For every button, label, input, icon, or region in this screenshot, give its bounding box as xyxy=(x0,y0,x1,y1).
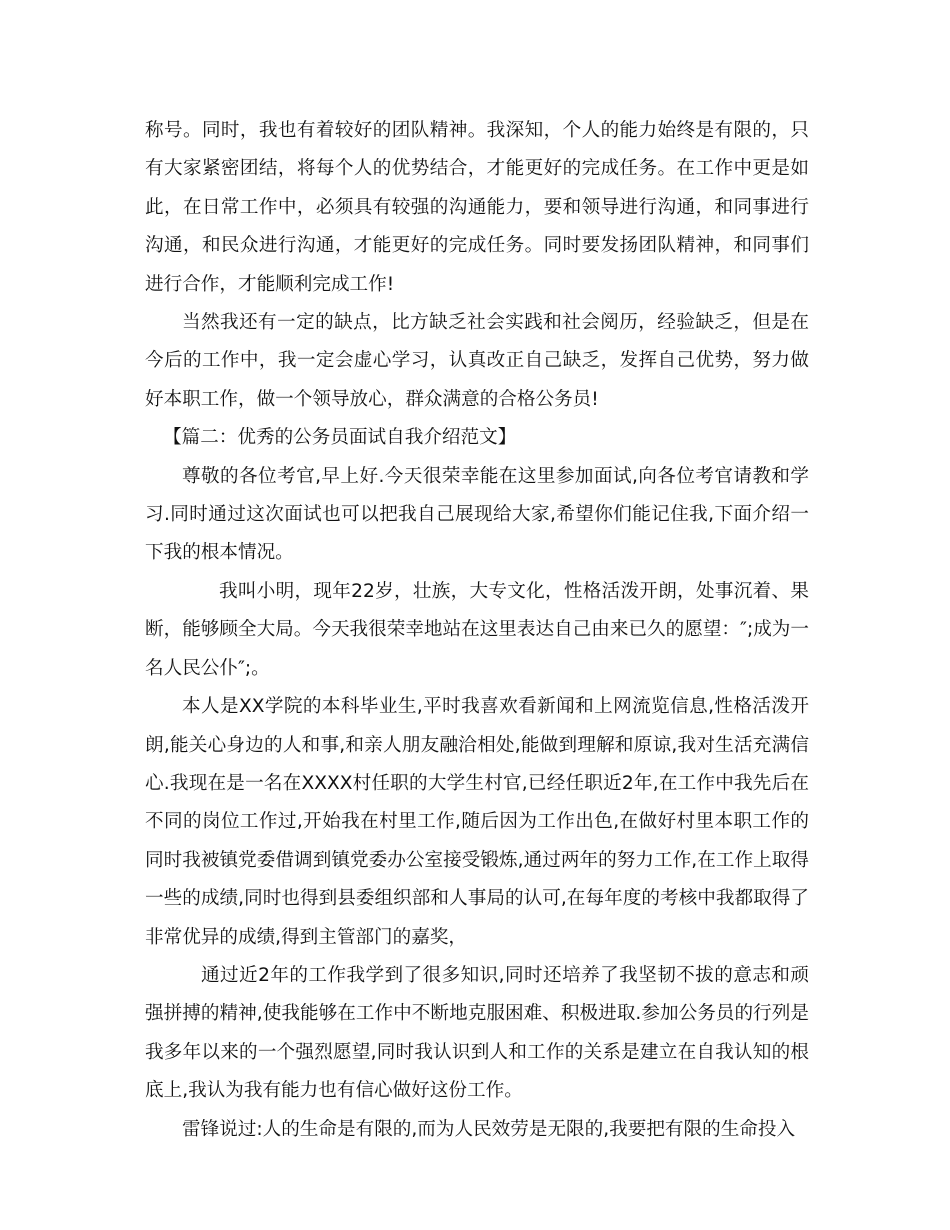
paragraph-quote: 雷锋说过:人的生命是有限的,而为人民效劳是无限的,我要把有限的生命投入 xyxy=(182,1118,796,1140)
paragraph-greeting: 尊敬的各位考官,早上好.今天很荣幸能在这里参加面试,向各位考官请教和学习.同时通过这次面试也可以把我自己展现给大家,希望你们能记住我,下面介绍一下我的根本情况。 xyxy=(145,465,809,564)
paragraph-self-intro: 我叫小明，现年22岁，壮族，大专文化，性格活泼开朗，处事沉着、果断，能够顾全大局。今天我很荣幸地站在这里表达自己由来已久的愿望：″;成为一名人民公仆″;。 xyxy=(145,580,809,679)
paragraph-shortcomings: 当然我还有一定的缺点，比方缺乏社会实践和社会阅历，经验缺乏，但是在今后的工作中，我一定会虚心学习，认真改正自己缺乏，发挥自己优势，努力做好本职工作，做一个领导放心，群众满意的合格公务员! xyxy=(145,312,809,410)
paragraph-experience: 通过近2年的工作我学到了很多知识,同时还培养了我坚韧不拔的意志和顽强拼搏的精神,使我能够在工作中不断地克服困难、积极进取.参加公务员的行列是我多年以来的一个强烈愿望,同时我认识到人和工作的关系是建立在自我认知的根底上,我认为我有能力也有信心做好这份工作。 xyxy=(145,964,809,1102)
paragraph-teamwork: 称号。同时，我也有着较好的团队精神。我深知，个人的能力始终是有限的，只有大家紧密团结，将每个人的优势结合，才能更好的完成任务。在工作中更是如此，在日常工作中，必须具有较强的沟通能力，要和领导进行沟通，和同事进行沟通，和民众进行沟通，才能更好的完成任务。同时要发扬团队精神，和同事们进行合作，才能顺利完成工作! xyxy=(145,120,809,295)
section-heading: 【篇二：优秀的公务员面试自我介绍范文】 xyxy=(163,427,517,449)
document-body xyxy=(145,112,809,1149)
paragraph-background: 本人是XX学院的本科毕业生,平时我喜欢看新闻和上网流览信息,性格活泼开朗,能关心身边的人和事,和亲人朋友融洽相处,能做到理解和原谅,我对生活充满信心.我现在是一名在XXXX村任职的大学生村官,已经任职近2年,在工作中我先后在不同的岗位工作过,开始我在村里工作,随后因为工作出色,在做好村里本职工作的同时我被镇党委借调到镇党委办公室接受锻炼,通过两年的努力工作,在工作上取得一些的成绩,同时也得到县委组织部和人事局的认可,在每年度的考核中我都取得了非常优异的成绩,得到主管部门的嘉奖， xyxy=(145,696,809,948)
